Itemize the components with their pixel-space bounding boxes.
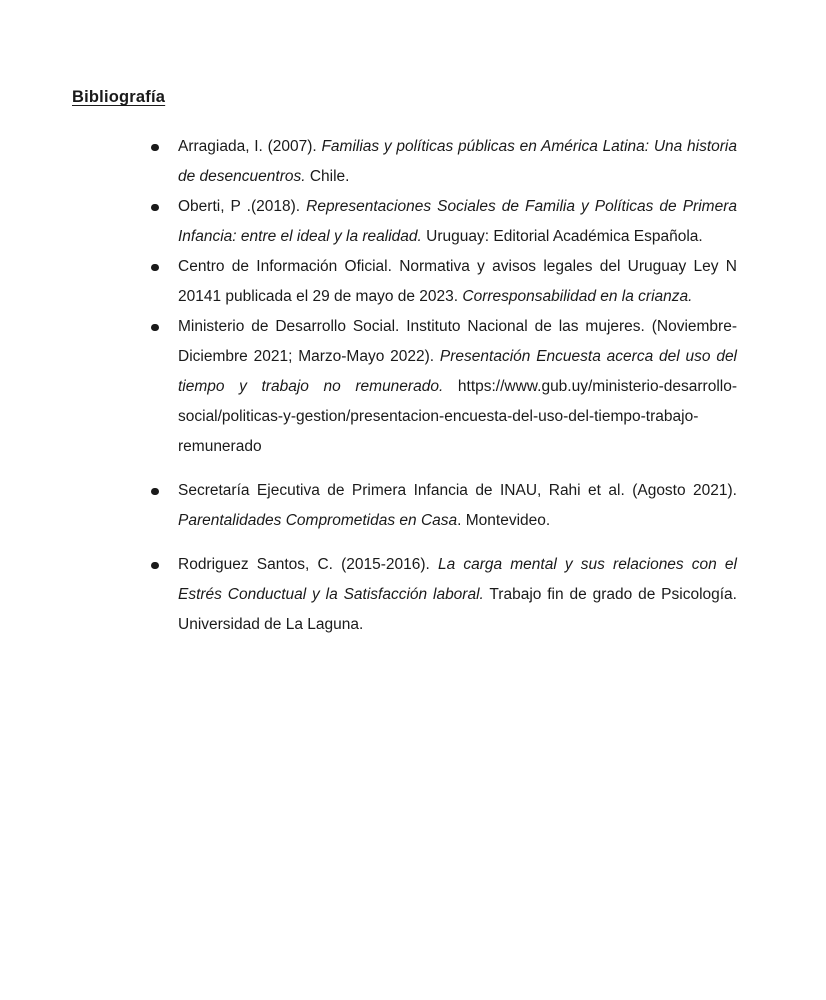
reference-url: https://www.gub.uy/ministerio-desarrollo-social/politicas-y-gestion/presentacion-encuesta-del-uso-del-tiempo-trabajo-remunerado — [178, 378, 737, 455]
reference-text: Parentalidades Comprometidas en Casa — [178, 512, 458, 529]
reference-text: La carga mental y sus relaciones con el Estrés Conductual y la Satisfacción laboral. — [178, 556, 737, 603]
reference-item — [178, 550, 737, 640]
reference-text: Secretaría Ejecutiva de Primera Infancia de INAU, Rahi et al. (Agosto 2021). — [178, 482, 737, 499]
reference-text: Presentación Encuesta acerca del uso del tiempo y trabajo no remunerado. — [178, 348, 738, 395]
reference-item — [178, 252, 737, 312]
reference-text: Representaciones Sociales de Familia y Políticas de Primera Infancia: entre el ideal y la realidad. — [178, 198, 737, 245]
reference-text: . Montevideo. — [457, 512, 551, 529]
reference-item — [178, 132, 737, 192]
reference-text — [443, 378, 458, 395]
reference-item — [178, 476, 737, 536]
reference-text: Trabajo fin de grado de Psicología. Universidad de La Laguna. — [178, 586, 737, 633]
reference-text: Chile. — [305, 168, 350, 185]
reference-text: Ministerio de Desarrollo Social. Instituto Nacional de las mujeres. (Noviembre-Diciembre 2021; Marzo-Mayo 2022). — [178, 318, 737, 365]
reference-text: Familias y políticas públicas en América Latina: Una historia de desencuentros. — [178, 138, 737, 185]
reference-item — [178, 312, 737, 462]
reference-text: Oberti, P .(2018). — [178, 198, 307, 215]
bibliography-list — [178, 132, 737, 640]
reference-text: Corresponsabilidad en la crianza. — [462, 288, 693, 305]
page-title: Bibliografía — [72, 88, 166, 106]
reference-text: Uruguay: Editorial Académica Española. — [421, 228, 703, 245]
reference-item — [178, 192, 737, 252]
reference-text: Arragiada, I. (2007). — [178, 138, 322, 155]
reference-text: Centro de Información Oficial. Normativa y avisos legales del Uruguay Ley N 20141 publicada el 29 de mayo de 2023. — [178, 258, 737, 305]
reference-text: Rodriguez Santos, C. (2015-2016). — [178, 556, 438, 573]
